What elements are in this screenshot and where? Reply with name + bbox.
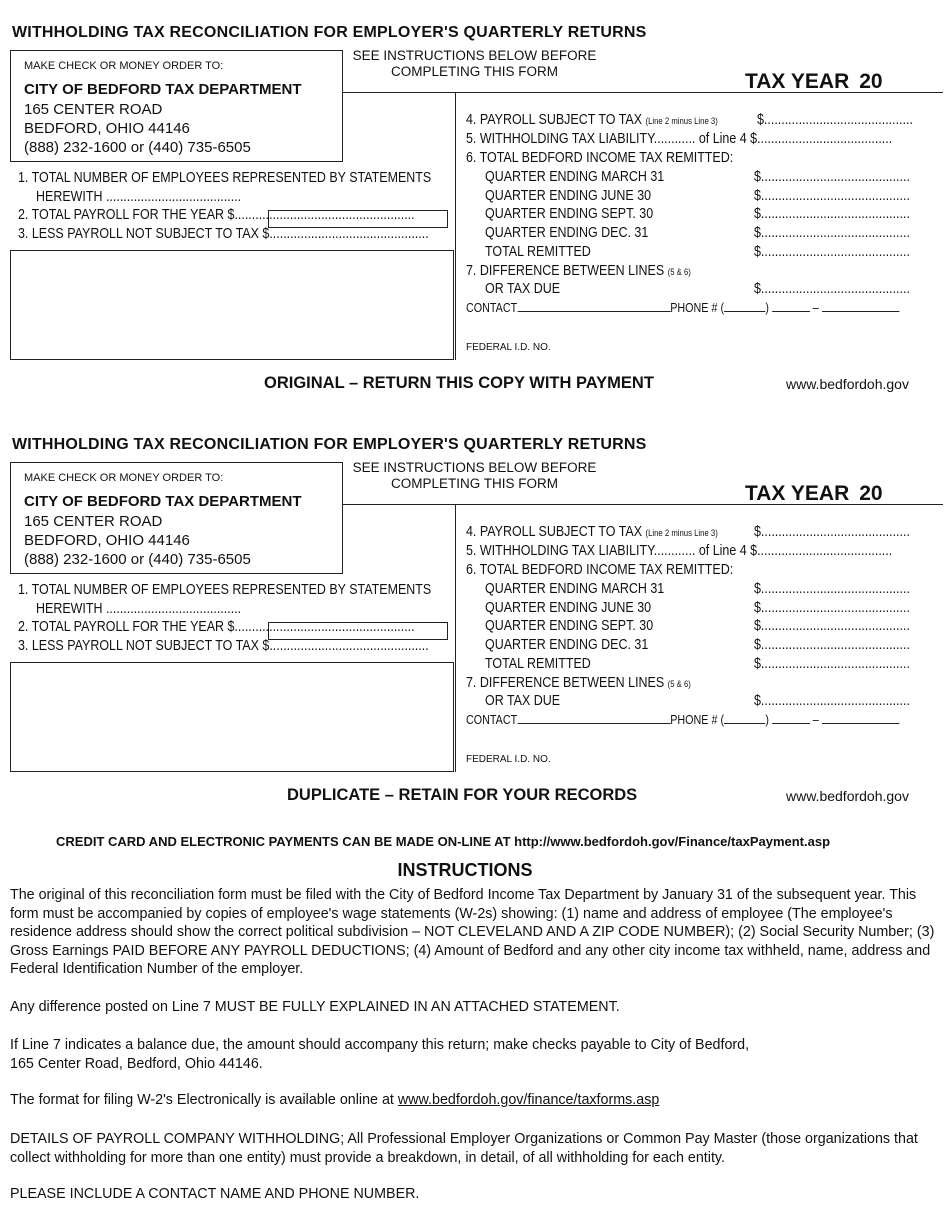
phone-label: PHONE # (670, 301, 718, 315)
line-4 (466, 524, 718, 540)
city-address: BEDFORD, OHIO 44146 (24, 532, 190, 549)
line-6: 6. TOTAL BEDFORD INCOME TAX REMITTED: (466, 562, 734, 578)
city-address: BEDFORD, OHIO 44146 (24, 120, 190, 137)
tax-year (745, 482, 883, 506)
tax-due: OR TAX DUE (485, 693, 561, 709)
instructions-p3 (10, 1036, 935, 1073)
quarter-dec-amount[interactable]: $........................................... (754, 225, 910, 241)
total-remitted: TOTAL REMITTED (485, 244, 591, 260)
original-form (0, 24, 950, 434)
tax-due-amount[interactable]: $........................................... (754, 693, 910, 709)
line-5: 5. WITHHOLDING TAX LIABILITY............ of Line 4 $....................................... (466, 543, 893, 559)
form-title: WITHHOLDING TAX RECONCILIATION FOR EMPLOYER'S QUARTERLY RETURNS (12, 24, 647, 41)
phone-numbers: (888) 232-1600 or (440) 735-6505 (24, 551, 251, 568)
street-address: 165 CENTER ROAD (24, 513, 163, 530)
total-remitted-amount[interactable]: $........................................... (754, 656, 910, 672)
paren-open: ( (720, 301, 725, 315)
line-7-note: (5 & 6) (667, 267, 691, 277)
see-instructions-line2: COMPLETING THIS FORM (390, 64, 558, 79)
line-2: 2. TOTAL PAYROLL FOR THE YEAR $.................................................... (18, 207, 415, 223)
contact-field[interactable] (517, 311, 670, 312)
contact-row (466, 301, 899, 315)
tax-year-value: 20 (859, 70, 883, 93)
line-7-label: 7. DIFFERENCE BETWEEN LINES (466, 675, 665, 691)
quarter-sept: QUARTER ENDING SEPT. 30 (485, 618, 654, 634)
see-instructions-line1: SEE INSTRUCTIONS BELOW BEFORE (352, 48, 597, 63)
instructions-p2: Any difference posted on Line 7 MUST BE FULLY EXPLAINED IN AN ATTACHED STATEMENT. (10, 999, 620, 1015)
quarter-june: QUARTER ENDING JUNE 30 (485, 188, 652, 204)
paren-close: ) (765, 301, 769, 315)
phone-dash: – (812, 301, 819, 315)
line-7 (466, 675, 691, 691)
paren-open: ( (720, 713, 725, 727)
area-code-field[interactable] (724, 723, 765, 724)
quarter-sept-amount[interactable]: $........................................... (754, 618, 910, 634)
federal-id-label: FEDERAL I.D. NO. (466, 754, 551, 765)
phone-prefix-field[interactable] (772, 311, 810, 312)
tax-year-value: 20 (859, 482, 883, 505)
quarter-dec-amount[interactable]: $........................................... (754, 637, 910, 653)
instructions-p1: The original of this reconciliation form must be filed with the City of Bedford Income Tax Department by January 31 of the subsequent year. This form must be accompanied by copies of employee's wage statements (W-2s) showing: (1) name and address of employee (The employee's residence address should show the correct political subdivision – NOT CLEVELAND AND A ZIP CODE NUMBER); (2) Social Security Number; (3) Gross Earnings PAID BEFORE ANY PAYROLL DEDUCTIONS; (4) Amount of Bedford and any other city income tax withheld, name, address and Federal Identification Number of the employer. (10, 887, 935, 978)
mail-to-box (10, 50, 343, 162)
line-4-note: (Line 2 minus Line 3) (645, 528, 718, 538)
line-7 (466, 263, 691, 279)
divider (455, 504, 456, 772)
instructions-title: INSTRUCTIONS (397, 860, 533, 880)
contact-label: CONTACT (466, 301, 518, 315)
instructions-p4-text: The format for filing W-2's Electronically is available online at (10, 1092, 398, 1108)
quarter-june-amount[interactable]: $........................................... (754, 188, 910, 204)
line-2: 2. TOTAL PAYROLL FOR THE YEAR $.................................................... (18, 619, 415, 635)
instructions-p5: DETAILS OF PAYROLL COMPANY WITHHOLDING; All Professional Employer Organizations or Common Pay Master (those organizations that collect withholding for more than one entity) must provide a breakdown, in detail, of all withholding for each entity. (10, 1131, 918, 1166)
tax-year-label: TAX YEAR (745, 482, 850, 505)
paren-close: ) (765, 713, 769, 727)
line-1-herewith: HEREWITH ....................................... (36, 601, 242, 617)
federal-id-label: FEDERAL I.D. NO. (466, 342, 551, 353)
line-5: 5. WITHHOLDING TAX LIABILITY............ of Line 4 $....................................... (466, 131, 893, 147)
see-instructions-line2: COMPLETING THIS FORM (390, 476, 558, 491)
line-6: 6. TOTAL BEDFORD INCOME TAX REMITTED: (466, 150, 734, 166)
area-code-field[interactable] (724, 311, 765, 312)
tax-due: OR TAX DUE (485, 281, 561, 297)
quarter-march: QUARTER ENDING MARCH 31 (485, 169, 665, 185)
phone-numbers: (888) 232-1600 or (440) 735-6505 (24, 139, 251, 156)
line-7-label: 7. DIFFERENCE BETWEEN LINES (466, 263, 665, 279)
instructions-p6: PLEASE INCLUDE A CONTACT NAME AND PHONE NUMBER. (10, 1186, 420, 1202)
duplicate-form (0, 436, 950, 846)
tax-due-amount[interactable]: $........................................... (754, 281, 910, 297)
mail-to-label: MAKE CHECK OR MONEY ORDER TO: (24, 472, 224, 484)
quarter-march: QUARTER ENDING MARCH 31 (485, 581, 665, 597)
quarter-sept: QUARTER ENDING SEPT. 30 (485, 206, 654, 222)
divider (455, 92, 456, 360)
employer-info-box[interactable] (10, 250, 454, 360)
line-1: 1. TOTAL NUMBER OF EMPLOYEES REPRESENTED BY STATEMENTS (18, 582, 432, 598)
see-instructions (352, 48, 597, 80)
total-remitted: TOTAL REMITTED (485, 656, 591, 672)
phone-label: PHONE # (670, 713, 718, 727)
quarter-dec: QUARTER ENDING DEC. 31 (485, 637, 649, 653)
quarter-march-amount[interactable]: $........................................... (754, 169, 910, 185)
phone-line-field[interactable] (822, 311, 899, 312)
phone-line-field[interactable] (822, 723, 899, 724)
line-1: 1. TOTAL NUMBER OF EMPLOYEES REPRESENTED BY STATEMENTS (18, 170, 432, 186)
website: www.bedfordoh.gov (786, 788, 909, 804)
quarter-june-amount[interactable]: $........................................... (754, 600, 910, 616)
employer-info-box[interactable] (10, 662, 454, 772)
phone-prefix-field[interactable] (772, 723, 810, 724)
contact-field[interactable] (517, 723, 670, 724)
line-7-note: (5 & 6) (667, 679, 691, 689)
line-4-amount[interactable]: $........................................... (754, 524, 910, 540)
quarter-march-amount[interactable]: $........................................... (754, 581, 910, 597)
see-instructions-line1: SEE INSTRUCTIONS BELOW BEFORE (352, 460, 597, 475)
contact-row (466, 713, 899, 727)
original-footer: ORIGINAL – RETURN THIS COPY WITH PAYMENT (264, 374, 654, 392)
duplicate-footer: DUPLICATE – RETAIN FOR YOUR RECORDS (287, 786, 638, 804)
website: www.bedfordoh.gov (786, 376, 909, 392)
instructions-p3-line2: 165 Center Road, Bedford, Ohio 44146. (10, 1055, 263, 1072)
tax-year-label: TAX YEAR (745, 70, 850, 93)
street-address: 165 CENTER ROAD (24, 101, 163, 118)
credit-card-note: CREDIT CARD AND ELECTRONIC PAYMENTS CAN BE MADE ON-LINE AT http://www.bedfordoh.gov/Finance/taxPayment.asp (56, 834, 831, 849)
total-remitted-amount[interactable]: $........................................... (754, 244, 910, 260)
form-title: WITHHOLDING TAX RECONCILIATION FOR EMPLOYER'S QUARTERLY RETURNS (12, 436, 647, 453)
line-4-note: (Line 2 minus Line 3) (645, 116, 718, 126)
line-4-label: 4. PAYROLL SUBJECT TO TAX (466, 524, 643, 540)
line-4 (466, 112, 718, 128)
quarter-dec: QUARTER ENDING DEC. 31 (485, 225, 649, 241)
line-4-amount[interactable]: $........................................... (757, 112, 913, 128)
line-3: 3. LESS PAYROLL NOT SUBJECT TO TAX $.............................................. (18, 638, 429, 654)
divider (343, 504, 943, 505)
department-name: CITY OF BEDFORD TAX DEPARTMENT (24, 81, 302, 98)
department-name: CITY OF BEDFORD TAX DEPARTMENT (24, 493, 302, 510)
divider (343, 92, 943, 93)
taxforms-link[interactable]: www.bedfordoh.gov/finance/taxforms.asp (397, 1092, 660, 1108)
line-3: 3. LESS PAYROLL NOT SUBJECT TO TAX $.............................................. (18, 226, 429, 242)
contact-label: CONTACT (466, 713, 518, 727)
line-4-label: 4. PAYROLL SUBJECT TO TAX (466, 112, 643, 128)
instructions-p3-line1: If Line 7 indicates a balance due, the amount should accompany this return; make checks payable to City of Bedford, (10, 1037, 750, 1053)
instructions-p4 (10, 1091, 935, 1110)
quarter-sept-amount[interactable]: $........................................... (754, 206, 910, 222)
mail-to-box (10, 462, 343, 574)
see-instructions (352, 460, 597, 492)
mail-to-label: MAKE CHECK OR MONEY ORDER TO: (24, 60, 224, 72)
line-1-herewith: HEREWITH ....................................... (36, 189, 242, 205)
quarter-june: QUARTER ENDING JUNE 30 (485, 600, 652, 616)
phone-dash: – (812, 713, 819, 727)
tax-year (745, 70, 883, 94)
